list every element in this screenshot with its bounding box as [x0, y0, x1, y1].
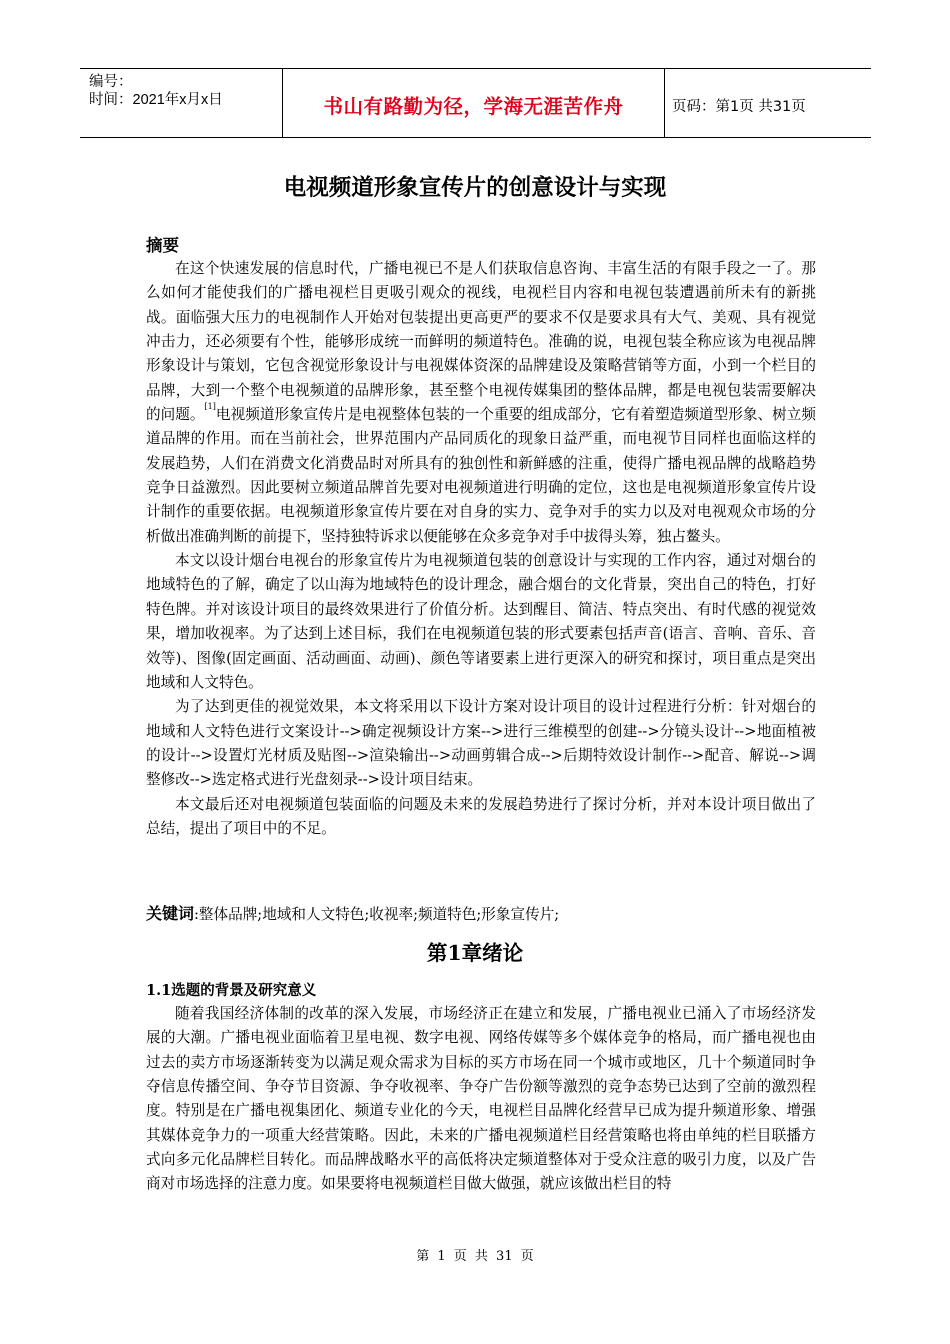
number-label: 编号：	[89, 74, 133, 90]
abstract-paragraph: 本文最后还对电视频道包装面临的问题及未来的发展趋势进行了探讨分析，并对本设计项目做出了总结，提出了项目中的不足。	[146, 795, 816, 837]
abstract-paragraph: 本文以设计烟台电视台的形象宣传片为电视频道包装的创意设计与实现的工作内容，通过对烟台的地域特色的了解，确定了以山海为地域特色的设计理念，融合烟台的文化背景，突出自己的特色，打好特色牌。并对该设计项目的最终效果进行了价值分析。达到醒目、简洁、特点突出、有时代感的视觉效果，增加收视率。为了达到上述目标，我们在电视频道包装的形式要素包括声音(语言、音响、音乐、音效等)、图像(固定画面、活动画面、动画)、颜色等诸要素上进行更深入的研究和探讨，项目重点是突出地域和人文特色。	[146, 552, 816, 691]
header-page-info: 页码：第1页 共31页	[672, 99, 806, 115]
chapter-body	[146, 1002, 816, 1197]
citation-ref: [1]	[204, 402, 216, 412]
page-footer: 第 1 页 共 31 页	[416, 1249, 534, 1264]
time-label: 时间：2021年x月x日	[89, 92, 223, 108]
document-title: 电视频道形象宣传片的创意设计与实现	[283, 175, 667, 201]
chapter-title: 第1章绪论	[426, 941, 524, 965]
keywords-label: 关键词	[146, 904, 195, 923]
abstract-paragraph: 为了达到更佳的视觉效果，本文将采用以下设计方案对设计项目的设计过程进行分析：针对烟台的地域和人文特色进行文案设计-->确定视频设计方案-->进行三维模型的创建-->分镜头设计-->地面植被的设计-->设置灯光材质及贴图-->渲染输出-->动画剪辑合成-->后期特效设计制作-->配音、解说-->调整修改-->选定格式进行光盘刻录-->设计项目结束。	[146, 698, 816, 789]
chapter-paragraph: 随着我国经济体制的改革的深入发展，市场经济正在建立和发展，广播电视业已涌入了市场经济发展的大潮。广播电视业面临着卫星电视、数字电视、网络传媒等多个媒体竞争的格局，而广播电视也由过去的卖方市场逐渐转变为以满足观众需求为目标的买方市场在同一个城市或地区，几十个频道同时争夺信息传播空间、争夺节目资源、争夺收视率、争夺广告份额等激烈的竞争态势已达到了空前的激烈程度。特别是在广播电视集团化、频道专业化的今天，电视栏目品牌化经营早已成为提升频道形象、增强其媒体竞争力的一项重大经营策略。因此，未来的广播电视频道栏目经营策略也将由单纯的栏目联播方式向多元化品牌栏目转化。而品牌战略水平的高低将决定频道整体对于受众注意的吸引力度，以及广告商对市场选择的注意力度。如果要将电视频道栏目做大做强，就应该做出栏目的特	[146, 1005, 816, 1193]
abstract-heading: 摘要	[146, 236, 179, 255]
keywords	[146, 901, 559, 924]
abstract-body	[146, 257, 816, 841]
page-header	[80, 68, 871, 138]
header-motto: 书山有路勤为径，学海无涯苦作舟	[323, 95, 624, 118]
abstract-paragraph: 在这个快速发展的信息时代，广播电视已不是人们获取信息咨询、丰富生活的有限手段之一了。那么如何才能使我们的广播电视栏目更吸引观众的视线，电视栏目内容和电视包装遭遇前所未有的新挑战。面临强大压力的电视制作人开始对包装提出更高更严的要求不仅是要求具有大气、美观、具有视觉冲击力，还必须要有个性，能够形成统一而鲜明的频道特色。准确的说，电视包装全称应该为电视品牌形象设计与策划，它包含视觉形象设计与电视媒体资深的品牌建设及策略营销等方面，小到一个栏目的品牌，大到一个整个电视频道的品牌形象，甚至整个电视传媒集团的整体品牌，都是电视包装需要解决的问题。[1]电视频道形象宣传片是电视整体包装的一个重要的组成部分，它有着塑造频道型形象、树立频道品牌的作用。而在当前社会，世界范围内产品同质化的现象日益严重，而电视节目同样也面临这样的发展趋势，人们在消费文化消费品时对所具有的独创性和新鲜感的注重，使得广播电视品牌的战略趋势竞争日益激烈。因此要树立频道品牌首先要对电视频道进行明确的定位，这也是电视频道形象宣传片设计制作的重要依据。电视频道形象宣传片要在对自身的实力、竞争对手的实力以及对电视观众市场的分析做出准确判断的前提下，坚持独特诉求以便能够在众多竞争对手中拔得头筹，独占鳌头。	[146, 260, 816, 545]
header-divider	[664, 69, 665, 137]
section-title: 1.1选题的背景及研究意义	[146, 982, 317, 999]
header-meta	[89, 73, 223, 109]
keywords-text: :整体品牌;地域和人文特色;收视率;频道特色;形象宣传片;	[194, 906, 560, 923]
